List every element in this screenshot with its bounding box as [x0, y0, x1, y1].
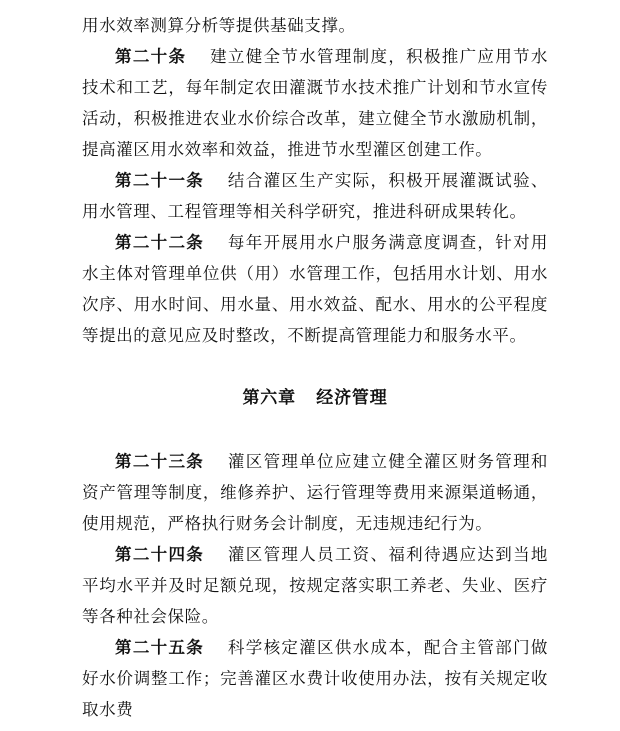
article-24-text: 灌区管理人员工资、福利待遇应达到当地平均水平并及时足额兑现，按规定落实职工养老、失业、医疗等各种社会保险。 [82, 545, 548, 626]
article-25-label: 第二十五条 [115, 638, 205, 657]
article-24-label: 第二十四条 [115, 545, 205, 564]
article-21-text: 结合灌区生产实际，积极开展灌溉试验、用水管理、工程管理等相关科学研究，推进科研成果转化。 [82, 171, 548, 221]
article-20-text: 建立健全节水管理制度，积极推广应用节水技术和工艺，每年制定农田灌溉节水技术推广计划和节水宣传活动，积极推进农业水价综合改革，建立健全节水激励机制，提高灌区用水效率和效益，推进节水型灌区创建工作。 [82, 47, 548, 159]
article-25 [82, 632, 548, 725]
article-21-label: 第二十一条 [115, 171, 205, 190]
article-19-tail-text: 用水效率测算分析等提供基础支撑。 [82, 16, 356, 35]
article-20-label: 第二十条 [115, 47, 187, 66]
article-19-tail [82, 10, 548, 41]
chapter-heading [82, 351, 548, 446]
article-23-label: 第二十三条 [115, 452, 205, 471]
article-21 [82, 165, 548, 227]
article-22-text: 每年开展用水户服务满意度调查，针对用水主体对管理单位供（用）水管理工作，包括用水计划、用水次序、用水时间、用水量、用水效益、配水、用水的公平程度等提出的意见应及时整改，不断提高管理能力和服务水平。 [82, 233, 548, 345]
article-23-text: 灌区管理单位应建立健全灌区财务管理和资产管理等制度，维修养护、运行管理等费用来源渠道畅通，使用规范，严格执行财务会计制度，无违规违纪行为。 [82, 452, 548, 533]
article-20 [82, 41, 548, 165]
article-24 [82, 539, 548, 632]
article-22 [82, 227, 548, 351]
chapter-title: 经济管理 [316, 388, 388, 408]
document-page [82, 10, 548, 725]
chapter-number: 第六章 [242, 388, 296, 408]
article-23 [82, 446, 548, 539]
article-22-label: 第二十二条 [115, 233, 205, 252]
article-25-text: 科学核定灌区供水成本，配合主管部门做好水价调整工作；完善灌区水费计收使用办法，按有关规定收取水费 [82, 638, 548, 719]
